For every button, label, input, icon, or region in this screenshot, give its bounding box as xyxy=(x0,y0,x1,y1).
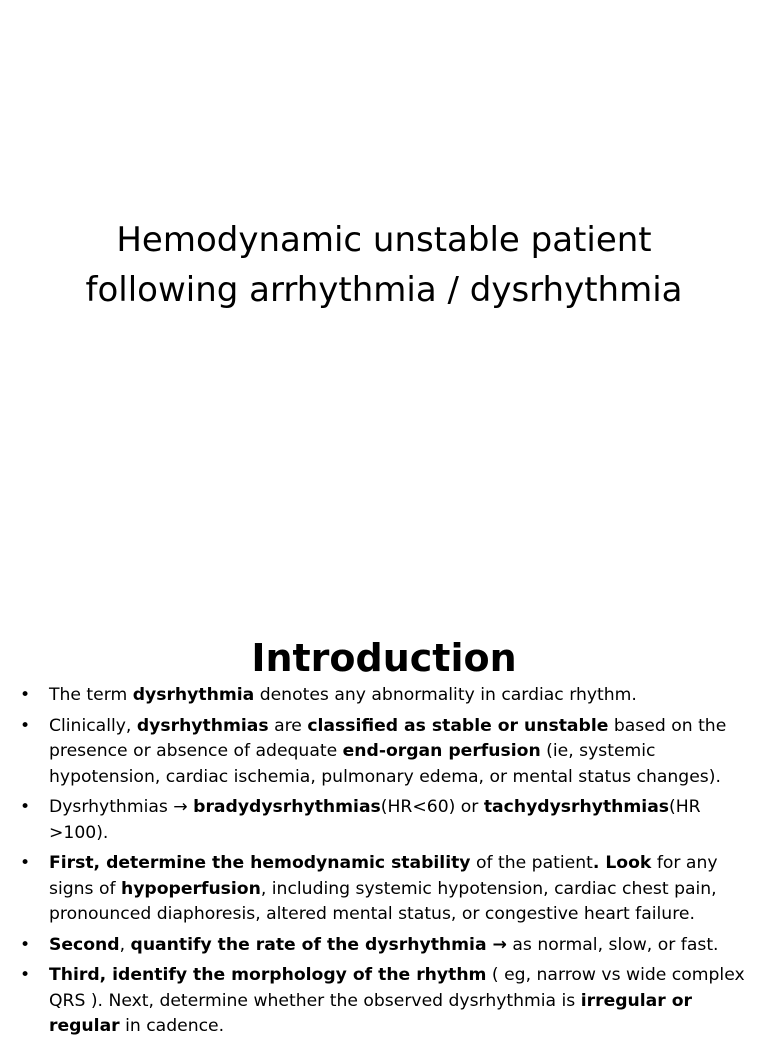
bullet-item-2: • Clinically, dysrhythmias are classified as stable or unstable based on the presence or absence of adequate end-organ perfusion (ie, systemic hypotension, cardiac ischemia, pulmonary edema, or mental status changes). xyxy=(20,714,750,791)
slide-title xyxy=(40,215,728,315)
slide-title-line-1: Hemodynamic unstable patient xyxy=(116,219,652,260)
bullet-list xyxy=(20,683,750,1045)
section-title: Introduction xyxy=(251,635,517,680)
bullet-item-6: • Third, identify the morphology of the rhythm ( eg, narrow vs wide complex QRS ). Next, determine whether the observed dysrhythmia is irregular or regular in cadence. xyxy=(20,963,750,1040)
bullet-item-1: • The term dysrhythmia denotes any abnormality in cardiac rhythm. xyxy=(20,683,750,709)
bullet-item-4: • First, determine the hemodynamic stability of the patient. Look for any signs of hypoperfusion, including systemic hypotension, cardiac chest pain, pronounced diaphoresis, altered mental status, or congestive heart failure. xyxy=(20,851,750,928)
slide-title-line-2: following arrhythmia / dysrhythmia xyxy=(85,269,683,310)
bullet-item-3: • Dysrhythmias → bradydysrhythmias(HR<60) or tachydysrhythmias(HR >100). xyxy=(20,795,750,846)
bullet-item-5: • Second, quantify the rate of the dysrhythmia → as normal, slow, or fast. xyxy=(20,933,750,959)
